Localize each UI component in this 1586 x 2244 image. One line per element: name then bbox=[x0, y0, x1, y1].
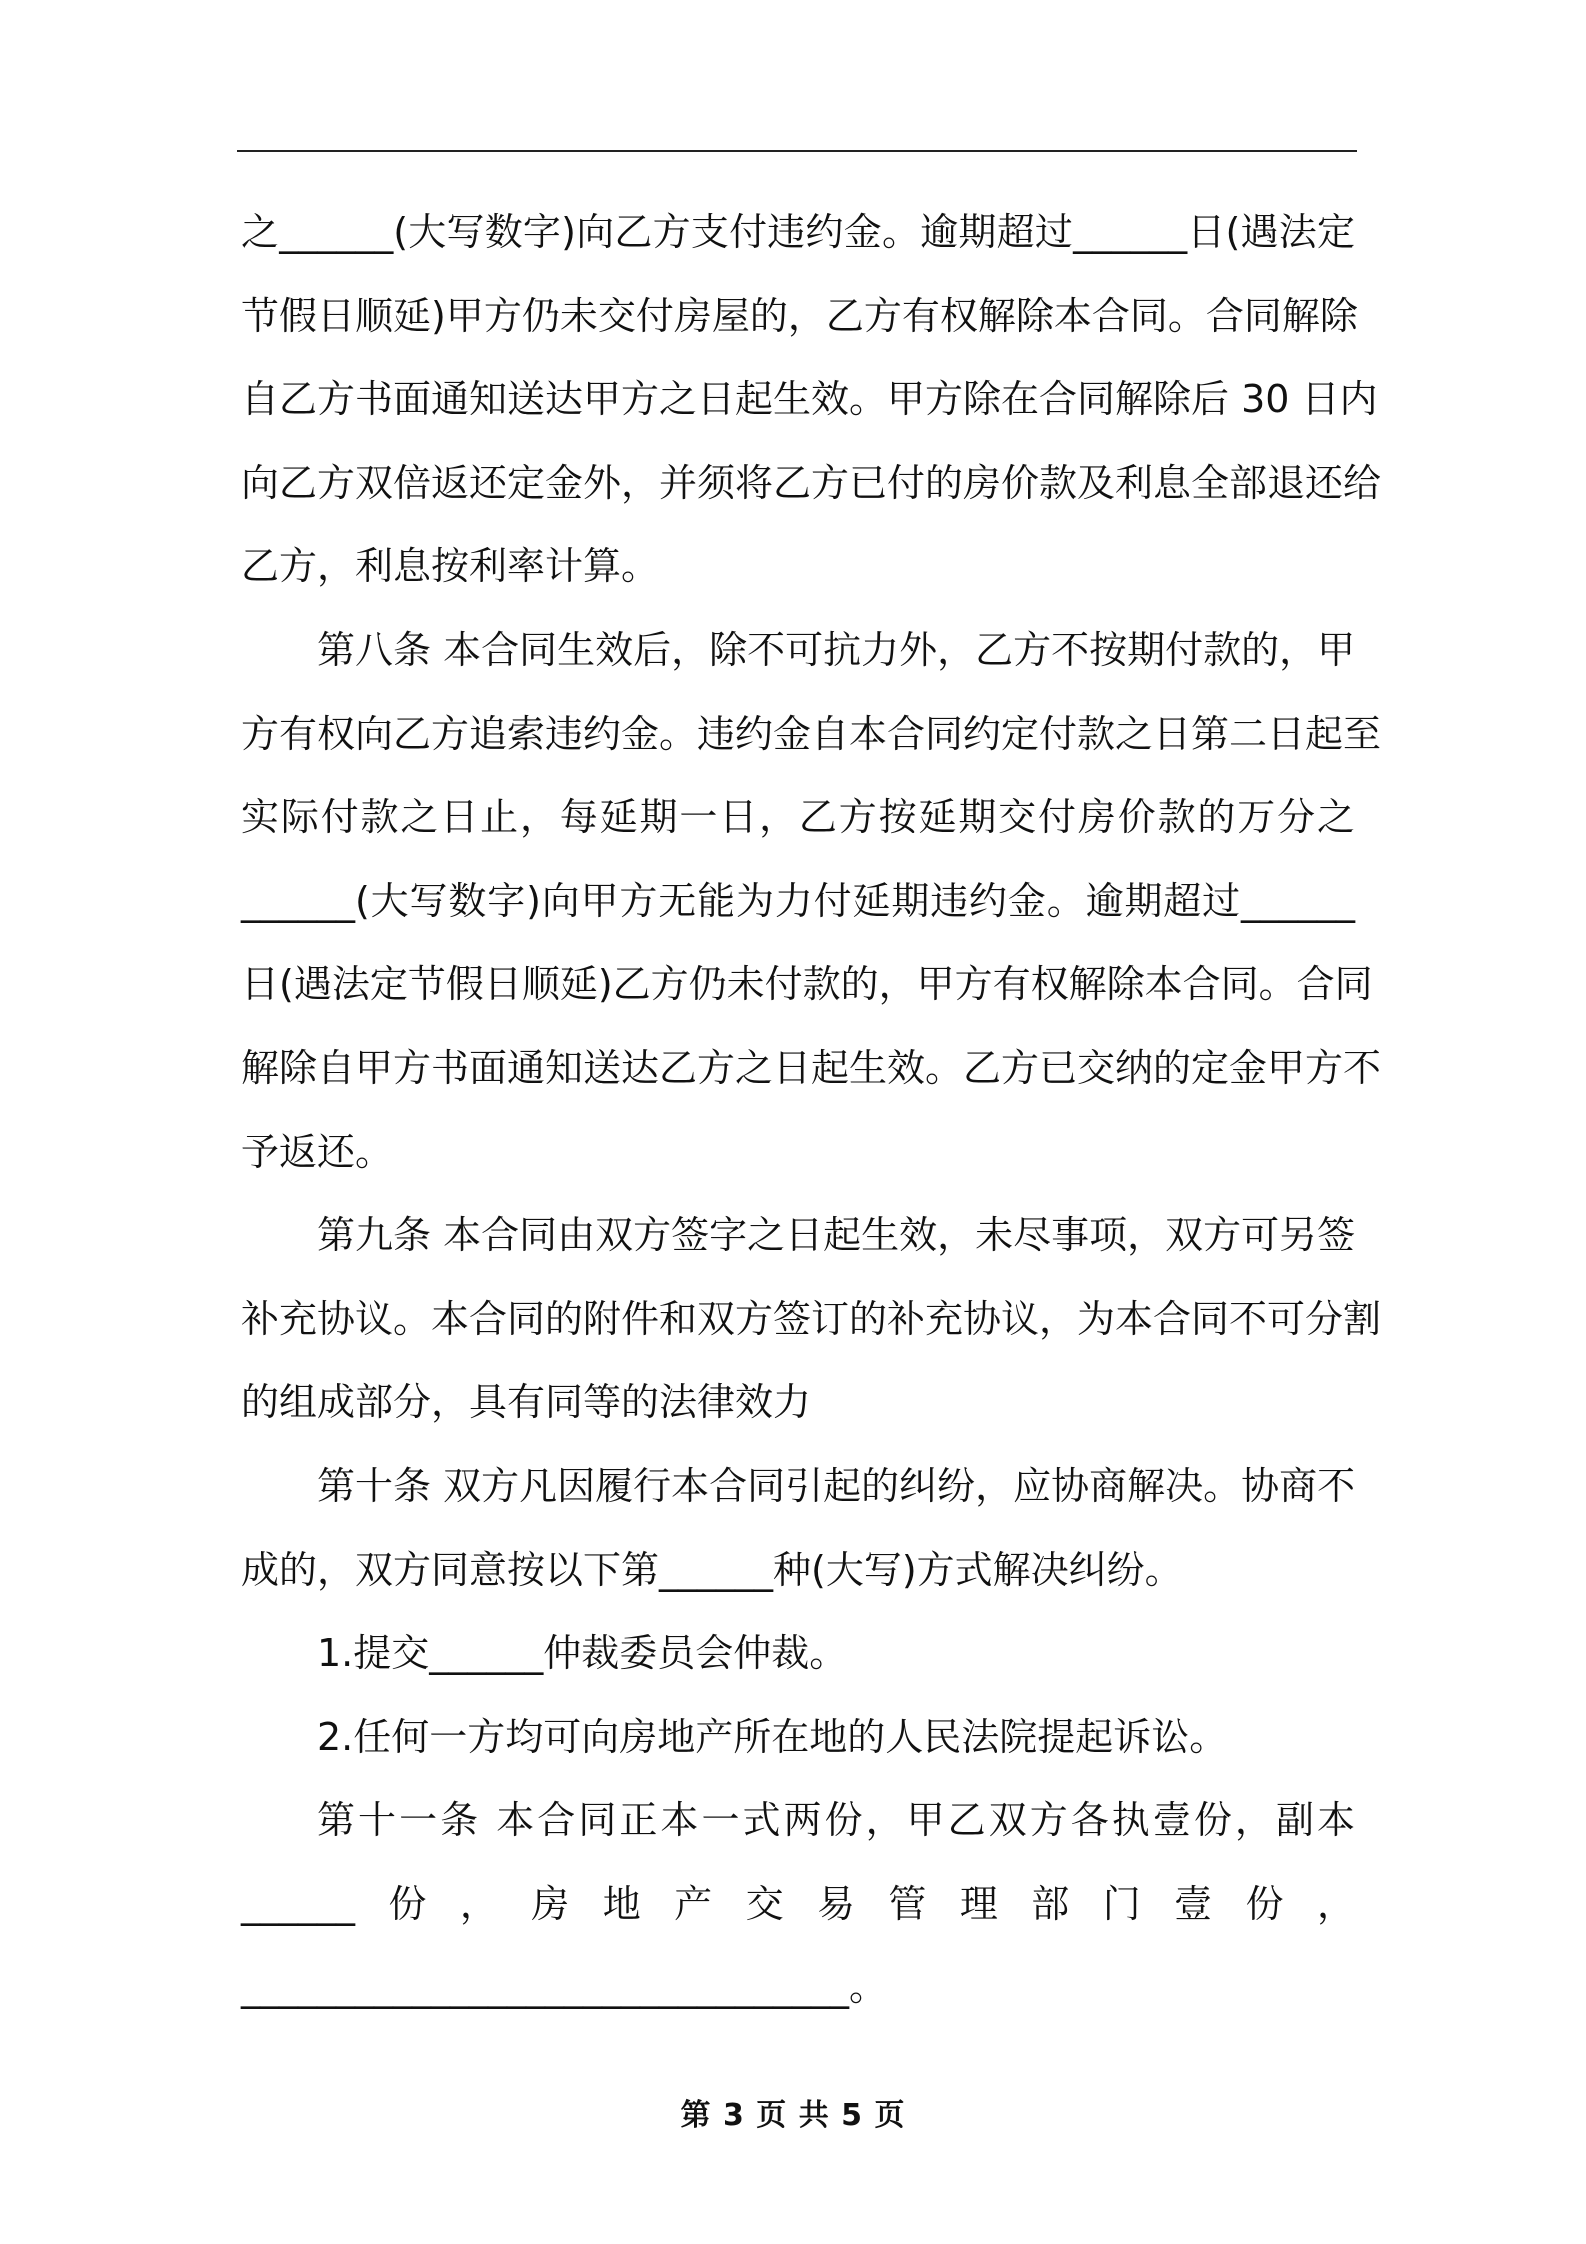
text-line: 解除自甲方书面通知送达乙方之日起生效。乙方已交纳的定金甲方不 bbox=[241, 1045, 1382, 1090]
article-8-heading-line: 第八条 本合同生效后，除不可抗力外，乙方不按期付款的，甲 bbox=[317, 627, 1356, 672]
text-line: 实际付款之日止，每延期一日，乙方按延期交付房价款的万分之 bbox=[241, 795, 1355, 840]
header-rule bbox=[237, 150, 1357, 152]
text-line: 日(遇法定节假日顺延)乙方仍未付款的，甲方有权解除本合同。合同 bbox=[241, 962, 1373, 1007]
text-line: ________________________________。 bbox=[241, 1965, 888, 2010]
text-line: ______(大写数字)向甲方无能为力付延期违约金。逾期超过______ bbox=[241, 878, 1355, 923]
contract-body bbox=[241, 191, 1382, 2030]
text-line: 成的，双方同意按以下第______种(大写)方式解决纠纷。 bbox=[241, 1547, 1183, 1592]
text-line: 的组成部分，具有同等的法律效力 bbox=[241, 1380, 812, 1425]
text-line: 向乙方双倍返还定金外，并须将乙方已付的房价款及利息全部退还给 bbox=[241, 460, 1382, 505]
option-1-line: 1.提交______仲裁委员会仲裁。 bbox=[317, 1631, 848, 1676]
text-line: 自乙方书面通知送达甲方之日起生效。甲方除在合同解除后 30 日内 bbox=[241, 377, 1378, 422]
text-line: 之______(大写数字)向乙方支付违约金。逾期超过______日(遇法定 bbox=[241, 210, 1355, 254]
text-line: 方有权向乙方追索违约金。违约金自本合同约定付款之日第二日起至 bbox=[241, 711, 1382, 756]
article-10-heading-line: 第十条 双方凡因履行本合同引起的纠纷，应协商解决。协商不 bbox=[317, 1463, 1356, 1508]
text-line: 节假日顺延)甲方仍未交付房屋的，乙方有权解除本合同。合同解除 bbox=[241, 293, 1358, 338]
text-line: 予返还。 bbox=[241, 1129, 394, 1174]
page-number-footer: 第 3 页 共 5 页 bbox=[680, 2098, 906, 2133]
text-line: ______份，房地产交易管理部门壹份， bbox=[241, 1881, 1355, 1926]
article-11-heading-line: 第十一条 本合同正本一式两份，甲乙双方各执壹份，副本 bbox=[317, 1798, 1355, 1843]
text-line: 补充协议。本合同的附件和双方签订的补充协议，为本合同不可分割 bbox=[241, 1296, 1382, 1341]
text-line: 乙方，利息按利率计算。 bbox=[241, 544, 660, 589]
option-2-line: 2.任何一方均可向房地产所在地的人民法院提起诉讼。 bbox=[317, 1714, 1228, 1759]
article-9-heading-line: 第九条 本合同由双方签字之日起生效，未尽事项，双方可另签 bbox=[317, 1213, 1356, 1258]
